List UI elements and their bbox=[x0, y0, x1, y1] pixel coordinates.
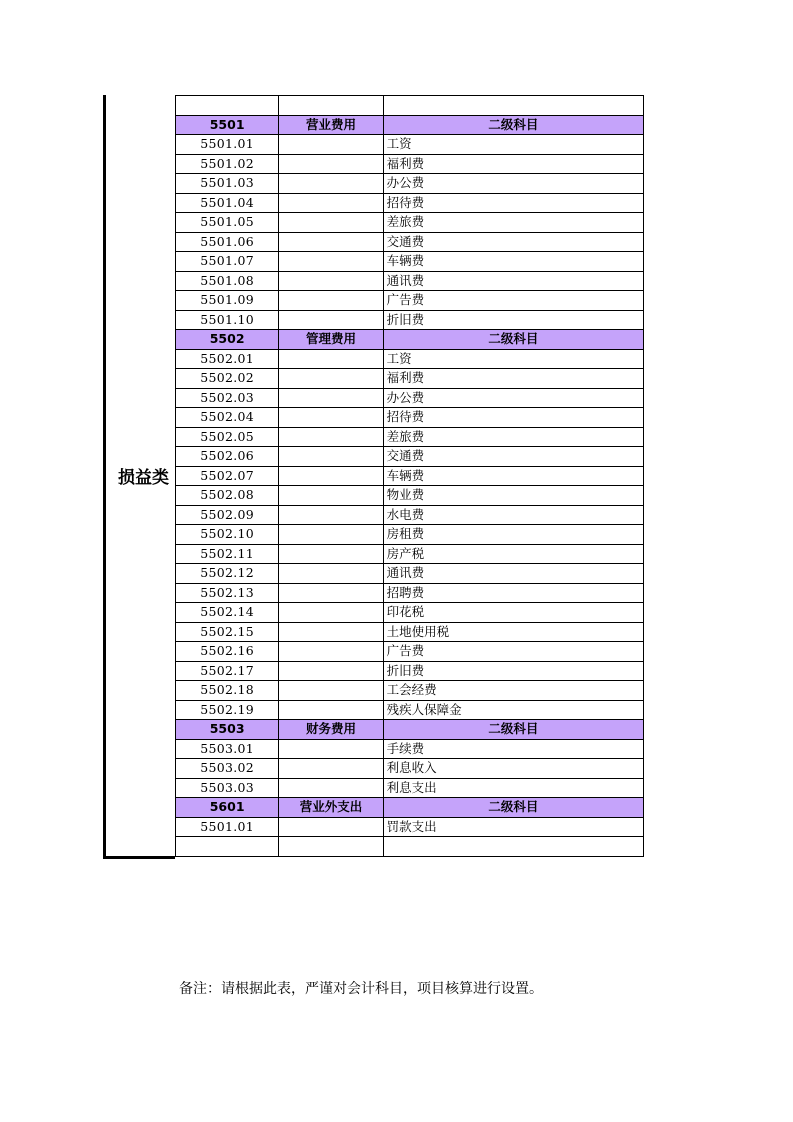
remark-note: 备注：请根据此表，严谨对会计科目，项目核算进行设置。 bbox=[179, 981, 543, 997]
account-code-cell[interactable]: 5501.01 bbox=[176, 135, 279, 155]
group-level-cell[interactable]: 二级科目 bbox=[383, 798, 643, 818]
account-blank-cell[interactable] bbox=[279, 213, 383, 233]
account-row bbox=[176, 778, 644, 798]
account-row bbox=[176, 817, 644, 837]
account-code-cell[interactable]: 5501.01 bbox=[176, 817, 279, 837]
account-name-cell[interactable]: 通讯费 bbox=[383, 271, 643, 291]
account-name-cell[interactable]: 印花税 bbox=[383, 603, 643, 623]
account-code-cell[interactable]: 5503.02 bbox=[176, 759, 279, 779]
account-blank-cell[interactable] bbox=[279, 622, 383, 642]
account-row bbox=[176, 388, 644, 408]
empty-cell[interactable] bbox=[279, 96, 383, 116]
account-name-cell[interactable]: 房租费 bbox=[383, 525, 643, 545]
empty-cell[interactable] bbox=[383, 837, 643, 857]
account-name-cell[interactable]: 办公费 bbox=[383, 388, 643, 408]
group-header-row bbox=[176, 720, 644, 740]
account-name-cell[interactable]: 招待费 bbox=[383, 193, 643, 213]
account-row bbox=[176, 642, 644, 662]
account-name-cell[interactable]: 水电费 bbox=[383, 505, 643, 525]
account-code-cell[interactable]: 5501.08 bbox=[176, 271, 279, 291]
account-blank-cell[interactable] bbox=[279, 349, 383, 369]
account-blank-cell[interactable] bbox=[279, 310, 383, 330]
account-blank-cell[interactable] bbox=[279, 642, 383, 662]
account-row bbox=[176, 583, 644, 603]
account-blank-cell[interactable] bbox=[279, 271, 383, 291]
account-code-cell[interactable]: 5502.12 bbox=[176, 564, 279, 584]
group-code-cell[interactable]: 5503 bbox=[176, 720, 279, 740]
account-blank-cell[interactable] bbox=[279, 291, 383, 311]
account-code-cell[interactable]: 5501.03 bbox=[176, 174, 279, 194]
account-row bbox=[176, 349, 644, 369]
account-code-cell[interactable]: 5502.15 bbox=[176, 622, 279, 642]
account-blank-cell[interactable] bbox=[279, 583, 383, 603]
group-code-cell[interactable]: 5501 bbox=[176, 115, 279, 135]
account-row bbox=[176, 174, 644, 194]
empty-cell[interactable] bbox=[176, 837, 279, 857]
account-name-cell[interactable]: 通讯费 bbox=[383, 564, 643, 584]
account-code-cell[interactable]: 5502.18 bbox=[176, 681, 279, 701]
account-name-cell[interactable]: 车辆费 bbox=[383, 466, 643, 486]
empty-cell[interactable] bbox=[383, 96, 643, 116]
account-row bbox=[176, 564, 644, 584]
account-code-cell[interactable]: 5502.10 bbox=[176, 525, 279, 545]
account-row bbox=[176, 213, 644, 233]
account-blank-cell[interactable] bbox=[279, 447, 383, 467]
account-code-cell[interactable]: 5502.02 bbox=[176, 369, 279, 389]
group-header-row bbox=[176, 330, 644, 350]
account-code-cell[interactable]: 5502.01 bbox=[176, 349, 279, 369]
account-row bbox=[176, 505, 644, 525]
account-name-cell[interactable]: 物业费 bbox=[383, 486, 643, 506]
account-code-cell[interactable]: 5502.09 bbox=[176, 505, 279, 525]
account-blank-cell[interactable] bbox=[279, 681, 383, 701]
account-row bbox=[176, 603, 644, 623]
account-row bbox=[176, 525, 644, 545]
account-row bbox=[176, 408, 644, 428]
account-row bbox=[176, 544, 644, 564]
account-blank-cell[interactable] bbox=[279, 135, 383, 155]
account-blank-cell[interactable] bbox=[279, 759, 383, 779]
group-level-cell[interactable]: 二级科目 bbox=[383, 330, 643, 350]
account-code-cell[interactable]: 5502.06 bbox=[176, 447, 279, 467]
account-name-cell[interactable]: 土地使用税 bbox=[383, 622, 643, 642]
account-name-cell[interactable]: 交通费 bbox=[383, 447, 643, 467]
account-blank-cell[interactable] bbox=[279, 700, 383, 720]
group-level-cell[interactable]: 二级科目 bbox=[383, 720, 643, 740]
account-row bbox=[176, 154, 644, 174]
account-row bbox=[176, 739, 644, 759]
account-blank-cell[interactable] bbox=[279, 232, 383, 252]
empty-cell[interactable] bbox=[279, 837, 383, 857]
group-name-cell[interactable]: 管理费用 bbox=[279, 330, 383, 350]
account-name-cell[interactable]: 福利费 bbox=[383, 369, 643, 389]
group-name-cell[interactable]: 营业费用 bbox=[279, 115, 383, 135]
account-code-cell[interactable]: 5502.04 bbox=[176, 408, 279, 428]
group-header-row bbox=[176, 115, 644, 135]
account-blank-cell[interactable] bbox=[279, 408, 383, 428]
account-name-cell[interactable]: 招聘费 bbox=[383, 583, 643, 603]
account-row bbox=[176, 193, 644, 213]
account-blank-cell[interactable] bbox=[279, 544, 383, 564]
account-row bbox=[176, 369, 644, 389]
account-code-cell[interactable]: 5502.05 bbox=[176, 427, 279, 447]
account-code-cell[interactable]: 5502.19 bbox=[176, 700, 279, 720]
account-name-cell[interactable]: 车辆费 bbox=[383, 252, 643, 272]
account-blank-cell[interactable] bbox=[279, 505, 383, 525]
account-name-cell[interactable]: 残疾人保障金 bbox=[383, 700, 643, 720]
account-blank-cell[interactable] bbox=[279, 661, 383, 681]
account-row bbox=[176, 135, 644, 155]
account-code-cell[interactable]: 5502.13 bbox=[176, 583, 279, 603]
account-name-cell[interactable]: 招待费 bbox=[383, 408, 643, 428]
account-row bbox=[176, 271, 644, 291]
account-row bbox=[176, 700, 644, 720]
account-row bbox=[176, 252, 644, 272]
account-blank-cell[interactable] bbox=[279, 466, 383, 486]
category-label: 损益类 bbox=[118, 468, 169, 488]
group-code-cell[interactable]: 5502 bbox=[176, 330, 279, 350]
account-code-cell[interactable]: 5502.17 bbox=[176, 661, 279, 681]
accounts-table bbox=[175, 95, 644, 857]
category-cell bbox=[103, 95, 175, 859]
account-code-cell[interactable]: 5502.14 bbox=[176, 603, 279, 623]
account-name-cell[interactable]: 利息支出 bbox=[383, 778, 643, 798]
account-code-cell[interactable]: 5503.03 bbox=[176, 778, 279, 798]
account-name-cell[interactable]: 房产税 bbox=[383, 544, 643, 564]
account-blank-cell[interactable] bbox=[279, 564, 383, 584]
account-blank-cell[interactable] bbox=[279, 252, 383, 272]
account-row bbox=[176, 447, 644, 467]
group-name-cell[interactable]: 财务费用 bbox=[279, 720, 383, 740]
account-name-cell[interactable]: 福利费 bbox=[383, 154, 643, 174]
account-name-cell[interactable]: 折旧费 bbox=[383, 661, 643, 681]
account-blank-cell[interactable] bbox=[279, 739, 383, 759]
account-row bbox=[176, 759, 644, 779]
account-name-cell[interactable]: 利息收入 bbox=[383, 759, 643, 779]
account-code-cell[interactable]: 5503.01 bbox=[176, 739, 279, 759]
account-blank-cell[interactable] bbox=[279, 154, 383, 174]
account-name-cell[interactable]: 差旅费 bbox=[383, 427, 643, 447]
account-code-cell[interactable]: 5502.16 bbox=[176, 642, 279, 662]
account-blank-cell[interactable] bbox=[279, 388, 383, 408]
account-code-cell[interactable]: 5501.04 bbox=[176, 193, 279, 213]
account-name-cell[interactable]: 广告费 bbox=[383, 291, 643, 311]
account-blank-cell[interactable] bbox=[279, 778, 383, 798]
account-code-cell[interactable]: 5501.05 bbox=[176, 213, 279, 233]
account-row bbox=[176, 486, 644, 506]
group-header-row bbox=[176, 798, 644, 818]
account-row bbox=[176, 291, 644, 311]
account-name-cell[interactable]: 差旅费 bbox=[383, 213, 643, 233]
account-name-cell[interactable]: 广告费 bbox=[383, 642, 643, 662]
accounts-sheet bbox=[103, 95, 644, 859]
account-code-cell[interactable]: 5501.06 bbox=[176, 232, 279, 252]
account-code-cell[interactable]: 5501.07 bbox=[176, 252, 279, 272]
account-blank-cell[interactable] bbox=[279, 817, 383, 837]
account-code-cell[interactable]: 5501.09 bbox=[176, 291, 279, 311]
account-blank-cell[interactable] bbox=[279, 193, 383, 213]
account-blank-cell[interactable] bbox=[279, 525, 383, 545]
account-row bbox=[176, 232, 644, 252]
account-name-cell[interactable]: 办公费 bbox=[383, 174, 643, 194]
group-level-cell[interactable]: 二级科目 bbox=[383, 115, 643, 135]
account-name-cell[interactable]: 工会经费 bbox=[383, 681, 643, 701]
account-name-cell[interactable]: 手续费 bbox=[383, 739, 643, 759]
account-name-cell[interactable]: 罚款支出 bbox=[383, 817, 643, 837]
account-row bbox=[176, 427, 644, 447]
group-name-cell[interactable]: 营业外支出 bbox=[279, 798, 383, 818]
account-code-cell[interactable]: 5502.08 bbox=[176, 486, 279, 506]
account-name-cell[interactable]: 工资 bbox=[383, 135, 643, 155]
account-code-cell[interactable]: 5501.10 bbox=[176, 310, 279, 330]
account-blank-cell[interactable] bbox=[279, 486, 383, 506]
account-code-cell[interactable]: 5502.03 bbox=[176, 388, 279, 408]
account-row bbox=[176, 466, 644, 486]
account-blank-cell[interactable] bbox=[279, 174, 383, 194]
empty-cell[interactable] bbox=[176, 96, 279, 116]
account-code-cell[interactable]: 5502.11 bbox=[176, 544, 279, 564]
account-blank-cell[interactable] bbox=[279, 369, 383, 389]
account-name-cell[interactable]: 折旧费 bbox=[383, 310, 643, 330]
group-code-cell[interactable]: 5601 bbox=[176, 798, 279, 818]
account-name-cell[interactable]: 交通费 bbox=[383, 232, 643, 252]
account-code-cell[interactable]: 5502.07 bbox=[176, 466, 279, 486]
account-name-cell[interactable]: 工资 bbox=[383, 349, 643, 369]
account-blank-cell[interactable] bbox=[279, 427, 383, 447]
account-code-cell[interactable]: 5501.02 bbox=[176, 154, 279, 174]
empty-row bbox=[176, 96, 644, 116]
empty-row bbox=[176, 837, 644, 857]
account-row bbox=[176, 310, 644, 330]
account-row bbox=[176, 681, 644, 701]
account-row bbox=[176, 622, 644, 642]
account-row bbox=[176, 661, 644, 681]
account-blank-cell[interactable] bbox=[279, 603, 383, 623]
